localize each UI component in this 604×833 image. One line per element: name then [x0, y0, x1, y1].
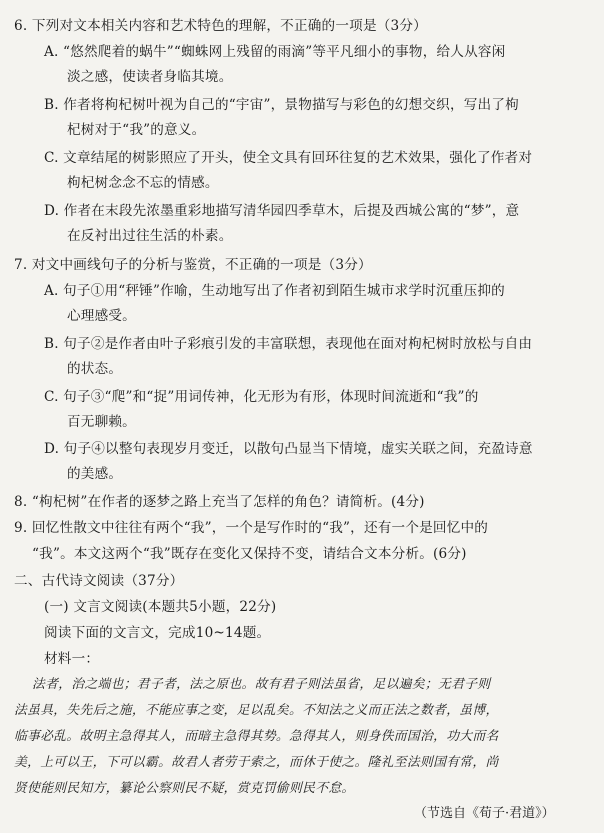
q7-option-c-line1: C. 句子③“爬”和“捉”用词传神，化无形为有形，体现时间流逝和“我”的 — [44, 389, 479, 405]
question-6-stem: 6. 下列对文本相关内容和艺术特色的理解，不正确的一项是（3分） — [14, 18, 427, 34]
q7-option-b-line2: 的状态。 — [67, 361, 123, 377]
q7-option-a-line2: 心理感受。 — [67, 308, 136, 324]
material-1-label: 材料一： — [44, 651, 100, 667]
q7-option-b-line1: B. 句子②是作者由叶子彩痕引发的丰富联想，表现他在面对枸杞树时放松与自由 — [44, 336, 533, 352]
q6-option-a-line1: A. “悠然爬着的蜗牛”“蜘蛛网上残留的雨滴”等平凡细小的事物，给人从容闲 — [44, 44, 506, 60]
source-citation: （节选自《荀子·君道》） — [414, 806, 555, 821]
classical-text-line: 美，上可以王，下可以霸。故君人者劳于索之，而休于使之。隆礼至法则国有常，尚 — [14, 755, 499, 770]
q6-option-c-line1: C. 文章结尾的树影照应了开头，使全文具有回环往复的艺术效果，强化了作者对 — [44, 150, 533, 166]
q7-option-d-line2: 的美感。 — [67, 466, 123, 482]
q6-option-b-line1: B. 作者将枸杞树叶视为自己的“宇宙”，景物描写与彩色的幻想交织，写出了枸 — [44, 97, 519, 113]
classical-text-line: 法者，治之端也；君子者，法之原也。故有君子则法虽省，足以遍矣；无君子则 — [32, 677, 491, 692]
q6-option-d-line2: 在反衬出过往生活的朴素。 — [67, 228, 233, 244]
classical-text-line: 临事必乱。故明主急得其人，而暗主急得其势。急得其人，则身佚而国治，功大而名 — [14, 729, 499, 744]
q7-option-a-line1: A. 句子①用“秤锤”作喻，生动地写出了作者初到陌生城市求学时沉重压抑的 — [44, 283, 505, 299]
classical-text-line: 贤使能则民知方，纂论公察则民不疑，赏克罚偷则民不怠。 — [14, 781, 355, 796]
q7-option-d-line1: D. 句子④以整句表现岁月变迁，以散句凸显当下情境，虚实关联之间，充盈诗意 — [44, 441, 533, 457]
question-9-line2: “我”。本文这两个“我”既存在变化又保持不变，请结合文本分析。(6分) — [32, 546, 467, 562]
q7-option-c-line2: 百无聊赖。 — [67, 414, 136, 430]
classical-text-line: 法虽具，失先后之施，不能应事之变，足以乱矣。不知法之义而正法之数者，虽博， — [14, 703, 499, 718]
q6-option-d-line1: D. 作者在末段先浓墨重彩地描写清华园四季草木，后提及西城公寓的“梦”，意 — [44, 203, 520, 219]
question-9-line1: 9. 回忆性散文中往往有两个“我”，一个是写作时的“我”，还有一个是回忆中的 — [14, 520, 489, 536]
question-8: 8. “枸杞树”在作者的逐梦之路上充当了怎样的角色？请简析。(4分) — [14, 494, 425, 510]
q6-option-a-line2: 淡之感，使读者身临其境。 — [67, 69, 233, 85]
question-7-stem: 7. 对文中画线句子的分析与鉴赏，不正确的一项是（3分） — [14, 257, 372, 273]
q6-option-b-line2: 杞树对于“我”的意义。 — [67, 122, 206, 138]
reading-instruction: 阅读下面的文言文，完成10~14题。 — [44, 625, 271, 641]
q6-option-c-line2: 枸杞树念念不忘的情感。 — [67, 175, 219, 191]
subsection-1-heading: (一) 文言文阅读(本题共5小题，22分) — [44, 599, 277, 615]
section-2-heading: 二、古代诗文阅读（37分） — [14, 573, 184, 589]
